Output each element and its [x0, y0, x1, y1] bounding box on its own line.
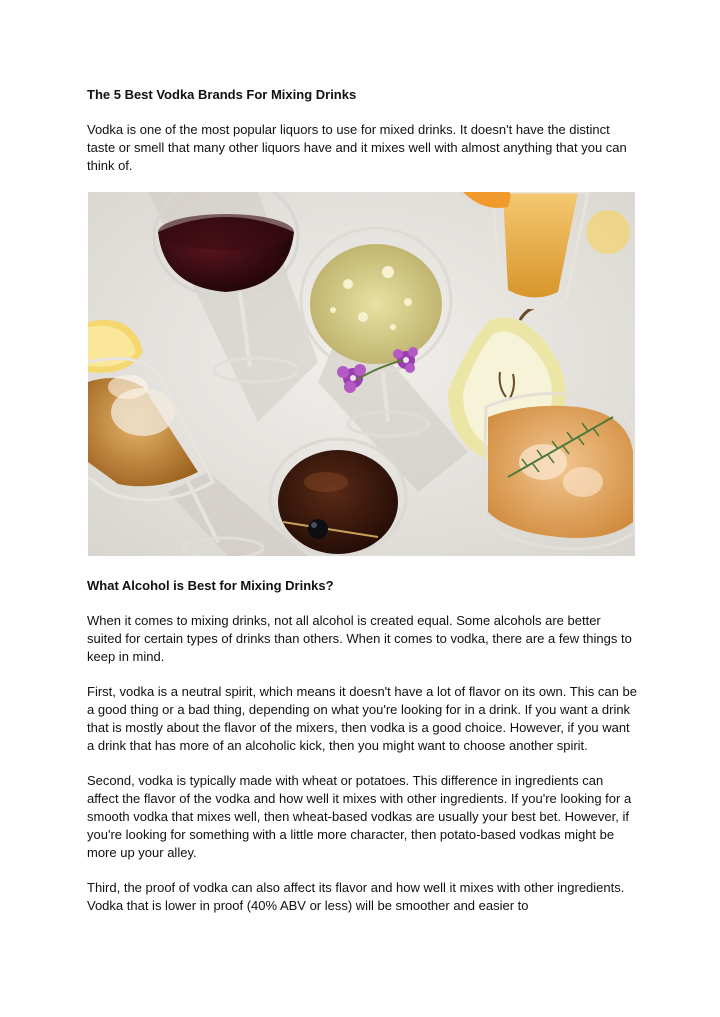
body-paragraph-2: First, vodka is a neutral spirit, which means it doesn't have a lot of flavor on its own. This can be a good thing or a bad thing, depending on what you're looking for in a drink. If you want a drink that is mostly about the flavor of the mixers, then vodka is a good choice. However, if you want a drink that has more of an alcoholic kick, then you might want to choose another spirit. [87, 684, 637, 753]
cocktails-photo [88, 192, 635, 556]
body-paragraph-1: When it comes to mixing drinks, not all alcohol is created equal. Some alcohols are better suited for certain types of drinks than others. When it comes to vodka, there are a few things to keep in mind. [87, 613, 632, 664]
intro-paragraph: Vodka is one of the most popular liquors to use for mixed drinks. It doesn't have the distinct taste or smell that many other liquors have and it mixes well with almost anything that you can think of. [87, 122, 627, 173]
document-title: The 5 Best Vodka Brands For Mixing Drinks [87, 87, 357, 102]
body-paragraph-3: Second, vodka is typically made with wheat or potatoes. This difference in ingredients can affect the flavor of the vodka and how well it mixes with other ingredients. If you're looking for a smooth vodka that mixes well, then wheat-based vodkas are usually your best bet. However, if you're looking for something with a little more character, then potato-based vodkas might be more up your alley. [87, 773, 632, 860]
body-paragraph-4: Third, the proof of vodka can also affect its flavor and how well it mixes with other ingredients. Vodka that is lower in proof (40% ABV or less) will be smoother and easier to [87, 880, 625, 913]
document-content [87, 86, 637, 915]
section-heading: What Alcohol is Best for Mixing Drinks? [87, 578, 334, 593]
photo-icon [88, 192, 635, 556]
